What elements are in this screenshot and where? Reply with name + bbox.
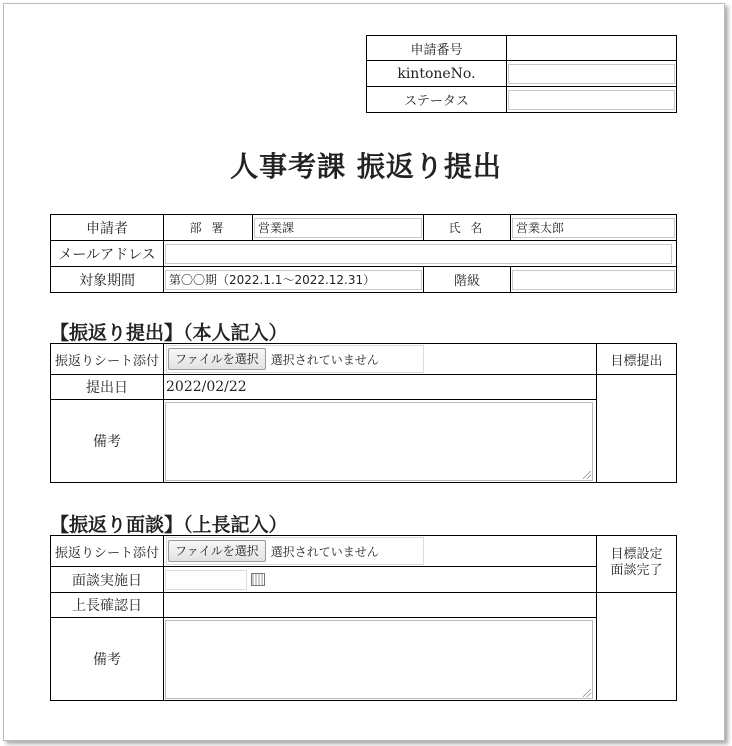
application-number-label: 申請番号 bbox=[367, 36, 507, 61]
section2-file-button[interactable]: ファイルを選択 bbox=[168, 540, 266, 562]
interview-date-label: 面談実施日 bbox=[51, 567, 164, 593]
boss-confirm-value bbox=[164, 593, 597, 618]
boss-confirm-label: 上長確認日 bbox=[51, 593, 164, 618]
section2-remarks-label: 備考 bbox=[51, 618, 164, 701]
section2-heading: 【振返り面談】（上長記入） bbox=[50, 514, 288, 536]
status-label: ステータス bbox=[367, 87, 507, 113]
section2-table bbox=[50, 535, 677, 701]
section2-attach-label: 振返りシート添付 bbox=[51, 536, 164, 567]
kintone-no-field[interactable] bbox=[508, 64, 675, 84]
calendar-icon[interactable] bbox=[251, 573, 265, 586]
kintone-no-label: kintoneNo. bbox=[367, 61, 507, 87]
section1-file-status: 選択されていません bbox=[270, 352, 379, 367]
goal-set-label: 目標設定 bbox=[610, 547, 663, 562]
section1-remarks-textarea[interactable] bbox=[165, 402, 593, 481]
section2-remarks-textarea[interactable] bbox=[165, 620, 593, 699]
section2-file-status: 選択されていません bbox=[270, 544, 379, 559]
grade-label: 階級 bbox=[424, 267, 511, 293]
application-number-value bbox=[508, 38, 675, 58]
interview-date-field[interactable] bbox=[165, 570, 247, 590]
email-field[interactable] bbox=[165, 244, 672, 264]
section1-right-blank bbox=[597, 375, 677, 483]
department-label: 部 署 bbox=[164, 215, 253, 241]
section1-table bbox=[50, 343, 677, 483]
department-field[interactable]: 営業課 bbox=[254, 218, 422, 238]
resize-grip-icon[interactable] bbox=[583, 689, 591, 697]
goal-submit-label: 目標提出 bbox=[597, 344, 677, 375]
name-field[interactable]: 営業太郎 bbox=[512, 218, 675, 238]
submit-date-value: 2022/02/22 bbox=[164, 375, 597, 400]
applicant-label: 申請者 bbox=[51, 215, 164, 241]
submit-date-label: 提出日 bbox=[51, 375, 164, 400]
resize-grip-icon[interactable] bbox=[583, 471, 591, 479]
page-title: 人事考課 振返り提出 bbox=[230, 150, 502, 183]
section1-file-input bbox=[166, 345, 424, 373]
section1-heading: 【振返り提出】（本人記入） bbox=[50, 322, 288, 344]
period-field[interactable]: 第〇〇期（2022.1.1～2022.12.31） bbox=[165, 270, 422, 290]
section2-file-input bbox=[166, 537, 424, 565]
applicant-table bbox=[50, 214, 677, 293]
section1-remarks-label: 備考 bbox=[51, 400, 164, 483]
section1-file-button[interactable]: ファイルを選択 bbox=[168, 348, 266, 370]
section2-right-blank bbox=[597, 593, 677, 701]
period-label: 対象期間 bbox=[51, 267, 164, 293]
email-label: メールアドレス bbox=[51, 241, 164, 267]
grade-field[interactable] bbox=[512, 270, 675, 290]
header-table bbox=[366, 35, 677, 113]
name-label: 氏 名 bbox=[424, 215, 511, 241]
interview-done-label: 面談完了 bbox=[610, 563, 663, 578]
section1-attach-label: 振返りシート添付 bbox=[51, 344, 164, 375]
status-field[interactable] bbox=[508, 90, 675, 110]
